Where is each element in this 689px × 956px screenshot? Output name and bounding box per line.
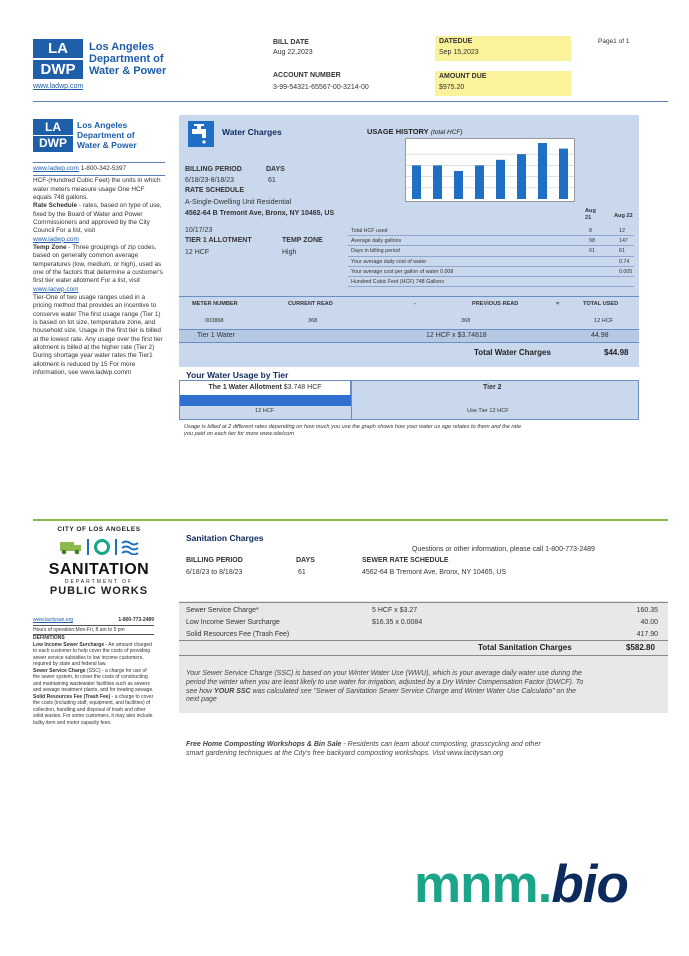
sidebar-logo-row: [33, 116, 165, 156]
stats-value-b: 147: [619, 238, 628, 245]
sanitation-days: 61: [298, 569, 306, 576]
meter-header-dash: -: [414, 301, 416, 307]
sidebar-logo-la: LA: [33, 119, 73, 136]
def1-title: Low Income Sewer Surcharge: [33, 641, 105, 648]
header: [0, 0, 689, 104]
usage-bar: [454, 171, 463, 199]
temp-zone: High: [282, 249, 297, 256]
col-aug22: Aug 22: [614, 213, 633, 219]
account-label: ACCOUNT NUMBER: [273, 72, 341, 79]
stats-rows: [348, 226, 634, 287]
compost-text: - Residents can learn about composting, grasscycling and other smart gardening techniques at the City's free backyard composting workshops. Visit www.lacitysan.org: [186, 741, 541, 757]
stats-value-b: 12: [619, 228, 625, 234]
compost-title: Free Home Composting Workshops & Bin Sale: [186, 741, 342, 748]
sewer-address: 4562-64 B Tremont Ave, Bronx, NY 10465, US: [362, 569, 507, 576]
stats-label: Total HCF used: [351, 228, 388, 234]
tier1-header-cell: [180, 381, 351, 395]
tier-row-bg: [179, 329, 639, 343]
sidebar-rate-text: - rates, based on type of use, fixed by the Board of Water and Power Commissioners and approved by the City Council For a list, visit: [33, 202, 162, 235]
sanitation-row-label: Solid Resources Fee (Trash Fee): [186, 631, 290, 638]
tier1-allotment: 12 HCF: [185, 249, 210, 256]
usage-bar: [475, 165, 484, 199]
usage-bar: [496, 160, 505, 199]
sanitation-row-amount: 160.35: [636, 607, 658, 614]
usage-stats: [348, 208, 634, 289]
meter-header-line: [179, 296, 639, 297]
sidebar-dept-1: Los Angeles: [77, 120, 128, 130]
total-used: 12 HCF: [594, 318, 614, 324]
recycle-icon: [93, 538, 111, 556]
definitions-title: DEFINITIONS: [33, 635, 65, 641]
sanitation-row-calc: $16.35 x 0.0084: [372, 619, 423, 626]
divider-bar-icon: [87, 539, 89, 555]
sidebar-temp-link[interactable]: www.lacwp.com: [33, 285, 79, 293]
sanitation-title: SANITATION: [48, 561, 150, 578]
def1: [33, 642, 154, 668]
meter-header-equals: =: [556, 301, 560, 307]
col-aug21: Aug 21: [585, 208, 596, 222]
date-due: Sep 15,2023: [439, 48, 479, 56]
stats-label: Your average daily cost of water: [351, 258, 427, 265]
def3-text: - a charge to cover the costs (including staff, equipment, and facilities) of collection, handling and disposal of trash and other solid wastes. For some customers, it may also include bulky item and motor capacity fees.: [33, 693, 154, 726]
sanitation-row: [186, 605, 658, 617]
rate-schedule-label: RATE SCHEDULE: [185, 187, 244, 194]
amount-due: $975.20: [439, 83, 465, 91]
def2-title: Sewer Service Charge: [33, 667, 86, 674]
stats-row: [348, 267, 634, 277]
amount-due-box: [435, 71, 571, 96]
sidebar-rate: [33, 202, 165, 235]
billing-period: 6/18/23-8/18/23: [185, 177, 235, 184]
usage-bar: [433, 165, 442, 199]
sanitation-charges-title: Sanitation Charges: [186, 533, 264, 543]
sidebar-dept-2: Department of: [77, 130, 135, 140]
stats-value-b: 0.005: [619, 268, 633, 275]
sanitation-row: [186, 617, 658, 629]
logo-la-text: LA: [33, 39, 83, 60]
total-water-label: Total Water Charges: [474, 348, 551, 357]
sanitation-phone: 1-800-773-2489: [118, 617, 154, 623]
website-link[interactable]: www.ladwp.com: [33, 83, 84, 90]
tier1-header-label: The 1 Water Allotment: [208, 384, 282, 391]
bill-date-label: BILL DATE: [273, 39, 309, 46]
usage-bar: [517, 154, 526, 199]
account-number: 3-99-54321-65567-00-3214-00: [273, 84, 369, 91]
sidebar-contact-phone: 1-800-342-5397: [78, 165, 127, 172]
rate-schedule: A-Single-Dwelling Unit Residential: [185, 199, 292, 206]
stats-label: Average daily gallons: [351, 238, 402, 245]
sanitation-row-calc: 5 HCF x $3.27: [372, 607, 418, 614]
tier-divider: [351, 381, 352, 419]
def3-title: Solid Resources Fee (Trash Fee): [33, 693, 111, 700]
tier2-usage: Use Tier 12 HCF: [467, 408, 509, 414]
total-water-amount: $44.98: [604, 348, 629, 357]
ssc-note-c: was calculated see "Sewer of Sanitation Sewer Service Charge and Winter Water Use Calculatio" on the next page: [186, 687, 576, 704]
sanitation-hours: Hours of operation:Mon-Fri, 8 am to 5 pm: [33, 626, 154, 636]
compost-note: [186, 741, 546, 759]
days: 61: [268, 177, 276, 184]
ssc-note-b: YOUR SSC: [214, 687, 251, 695]
stats-value-a: 98: [589, 238, 595, 245]
sidebar-contact-link[interactable]: www.ladwp.com: [33, 165, 79, 172]
dept-line-3: Water & Power: [89, 65, 167, 77]
stats-value-a: 8: [589, 228, 592, 234]
usage-bar: [412, 165, 421, 199]
sewer-rate-label: SEWER RATE SCHEDULE: [362, 557, 449, 564]
meter-header-meter: METER NUMBER: [192, 301, 238, 307]
tier1-usage-bar: [180, 395, 351, 406]
tier-section-title: Your Water Usage by Tier: [186, 370, 289, 380]
sanitation-billing: 6/18/23 to 8/18/23: [186, 569, 243, 576]
date-due-box: [435, 36, 571, 61]
stats-value-b: 0.74: [619, 258, 630, 265]
sanitation-divider: [33, 519, 668, 521]
sidebar-logo-dwp: DWP: [39, 136, 67, 150]
meter-table: [179, 296, 639, 366]
stats-row: [348, 236, 634, 246]
sanitation-questions: Questions or other information, please call 1-800-773-2489: [412, 546, 595, 553]
tier-row-amount: 44.98: [591, 332, 609, 339]
days-label: DAYS: [266, 166, 285, 173]
page-number: Page1 of 1: [598, 38, 630, 45]
sidebar-rate-link[interactable]: www.ladwp.com: [33, 235, 79, 243]
sanitation-works: PUBLIC WORKS: [49, 585, 149, 597]
sanitation-white: [179, 585, 668, 601]
sanitation-row-amount: 417.90: [636, 631, 658, 638]
read-date: 10/17/23: [185, 227, 213, 234]
stats-label: Your average cost per gallon of water 0.008: [351, 268, 454, 275]
watermark-bio: bio: [551, 855, 628, 914]
dept-line-1: Los Angeles: [89, 41, 154, 53]
tier1-header-value: $3.748 HCF: [281, 384, 322, 391]
ssc-note-a: Your Sewer Service Charge (SSC) is based on your Winter Water Use (WWU), which is your average daily water use during the period the winter when you are least likely to use water for irrigation, adjusted by a Dry Winter Compensation Factor (DWCF). To see how: [186, 670, 584, 695]
sanitation-total-label: Total Sanitation Charges: [478, 643, 572, 652]
sanitation-sidebar: [33, 617, 154, 726]
stats-row: [348, 257, 634, 267]
ladwp-logo: [33, 39, 83, 79]
faucet-icon: [188, 121, 214, 147]
sidebar-dept-name: [77, 120, 137, 150]
tier1-usage: 12 HCF: [255, 408, 275, 414]
meter-header-total: TOTAL USED: [583, 301, 619, 307]
watermark-mnm: mnm.: [414, 855, 552, 914]
truck-icon: [59, 539, 83, 555]
tier-row-label: Tier 1 Water: [197, 332, 235, 339]
stats-value-b: 61: [619, 248, 625, 255]
stats-row: [348, 246, 634, 256]
sanitation-days-label: DAYS: [296, 557, 315, 564]
usage-history-unit: (total HCF): [430, 129, 463, 136]
previous-read: 368: [461, 318, 471, 324]
usage-bar: [559, 149, 568, 199]
sanitation-contact: [33, 617, 154, 626]
divider-bar-icon: [115, 539, 117, 555]
sidebar-rate-title: Rate Schedule: [33, 202, 78, 210]
stats-row: [348, 277, 634, 287]
dept-name: [89, 41, 166, 77]
stats-label: Days in billing period: [351, 248, 400, 255]
sanitation-rows-line: [179, 602, 668, 603]
sanitation-link[interactable]: www.lacitysan.org: [33, 617, 74, 623]
sidebar-hcf: HCF-(Hundred Cubic Feet) the units in which water meters measure usage One HCF equals 748 gallons.: [33, 175, 165, 202]
tier1-allotment-label: TIER 1 ALLOTMENT: [185, 237, 252, 244]
usage-history-title: [367, 127, 463, 136]
temp-zone-label: TEMP ZONE: [282, 237, 323, 244]
sanitation-dept: DEPARTMENT OF: [64, 579, 134, 585]
sidebar-dept-3: Water & Power: [77, 140, 137, 150]
water-sidebar: [33, 116, 165, 377]
amount-due-label: AMOUNT DUE: [439, 73, 487, 80]
logo-dwp-text: DWP: [40, 61, 76, 78]
mnm-bio-watermark: [414, 855, 628, 914]
sanitation-city: CITY OF LOS ANGELES: [57, 526, 141, 533]
usage-chart-svg: [406, 139, 574, 201]
sanitation-billing-label: BILLING PERIOD: [186, 557, 243, 564]
tier2-header: Tier 2: [483, 384, 502, 391]
sanitation-total: $582.80: [626, 643, 655, 652]
sidebar-temp-title: Temp Zone: [33, 243, 67, 251]
sidebar-ladwp-logo: [33, 119, 73, 152]
def3: [33, 694, 154, 727]
usage-history-label: USAGE HISTORY: [367, 127, 429, 136]
sanitation-row-label: Low Income Sewer Surcharge: [186, 619, 280, 626]
ssc-note: [186, 670, 586, 705]
meter-header-current: CURRENT READ: [288, 301, 333, 307]
sidebar-temp: [33, 244, 165, 286]
stats-label: Hundred Cubic Feet (HCF) 748 Gallons: [351, 278, 445, 285]
usage-bar: [538, 143, 547, 199]
sanitation-total-line: [179, 640, 668, 641]
sanitation-rows: [186, 605, 658, 641]
sidebar-contact: [33, 162, 165, 173]
sanitation-row-amount: 40.00: [640, 619, 658, 626]
bill-date: Aug 22,2023: [273, 49, 313, 56]
water-waves-icon: [121, 539, 139, 555]
sidebar-temp-text: - Three groupings of zip codes, based on generally common average temperatures (low, medium, or high), used as one of the factors that determine a customer's first tier water allotment For a list, visit: [33, 243, 163, 285]
tier-row-calc: 12 HCF x $3.74818: [426, 332, 487, 339]
usage-chart: [405, 138, 575, 202]
tier-footnote: Usage is billed at 2 different rates depending on how much you use the graph shows how your water us age relates to them and the rate you paid on each tier for more www.site/com: [184, 424, 522, 438]
meter-number: 003868: [205, 318, 224, 324]
sidebar-tier: Tier-One of two usage ranges used in a pricing method that provides an incentive to conserve water The first usage range (Tier 1) is based on lot size, temperature zone, and household size. Usage in the first tier is billed at the lowest rate. Any usage over the first tier allotment is billed at the higher rate (Tier 2) During shortage year water rates the Tier1 allotment is reduced by 15 For more information, see www.ladwp.comm: [33, 293, 163, 376]
dept-line-2: Department of: [89, 53, 164, 65]
meter-header-previous: PREVIOUS READ: [472, 301, 519, 307]
def2-text: (SSC) - a charge for use of the sewer system, to cover the costs of constructing and maintaining wastewater facilities such as sewers and sewage treatment plants, and for treating sewage.: [33, 667, 154, 693]
header-divider: [33, 101, 668, 102]
tier1-header: [180, 381, 350, 395]
sanitation-total-line-2: [179, 655, 668, 656]
service-address: 4562-64 B Tremont Ave, Bronx, NY 10465, US: [185, 210, 335, 217]
def2: [33, 668, 154, 694]
def1-text: - An amount charged to each customer to help cover the costs of providing sewer service subsidies to low income customers, required by state and federal law.: [33, 641, 152, 667]
billing-period-label: BILLING PERIOD: [185, 166, 242, 173]
sanitation-icons: [33, 537, 165, 557]
stats-row: [348, 226, 634, 236]
water-charges-title: Water Charges: [222, 127, 282, 137]
tier-table: [179, 380, 639, 420]
stats-value-a: 61: [589, 248, 595, 255]
current-read: 368: [308, 318, 318, 324]
sanitation-row-label: Sewer Service Charge*: [186, 607, 259, 614]
sanitation-logo: [33, 524, 165, 616]
date-due-label: DATEDUE: [439, 38, 473, 45]
